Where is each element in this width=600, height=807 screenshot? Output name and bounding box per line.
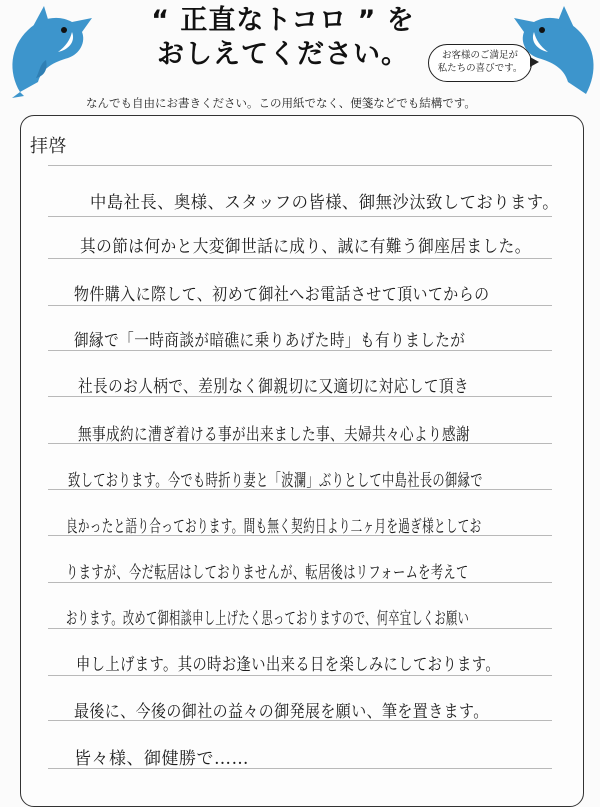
speech-bubble-line-1: お客様のご満足が (441, 50, 518, 61)
letter-line: 皆々様、御健勝で…… (74, 749, 249, 769)
letter-line: 其の節は何かと大変御世話に成り、誠に有難う御座居ました。 (80, 237, 531, 257)
letter-opening: 拝啓 (30, 136, 67, 157)
letter-line: 中島社長、奥様、スタッフの皆様、御無沙汰致しております。 (90, 193, 560, 213)
form-title-line-2: おしえてください。 (157, 39, 409, 70)
form-instruction: なんでも自由にお書きください。この用紙でなく、便箋などでも結構です。 (86, 96, 476, 110)
letter-line: りますが、今だ転居はしておりませんが、転居後はリフォームを考えて (66, 563, 469, 583)
letter-line: おります。改めて御相談申し上げたく思っておりますので、何卒宜しくお願い (66, 609, 470, 629)
letter-line: 御縁で「一時商談が暗礁に乗りあげた時」も有りましたが (74, 331, 466, 351)
form-title-line-1: “ 正直なトコロ ” を (151, 5, 415, 36)
rule-line (48, 305, 552, 306)
faint-stamp (500, 640, 560, 790)
letter-line: 社長のお人柄で、差別なく御親切に又適切に対応して頂き (78, 377, 470, 397)
rule-line (48, 216, 552, 217)
speech-bubble-line-2: 私たちの喜びです。 (437, 63, 523, 74)
letter-line: 無事成約に漕ぎ着ける事が出来ました事、夫婦共々心より感謝 (78, 425, 470, 445)
rule-line (48, 675, 552, 676)
letter-line: 申し上げます。其の時お逢い出来る日を楽しみにしております。 (76, 655, 501, 675)
letter-line: 最後に、今後の御社の益々の御発展を願い、筆を置きます。 (74, 702, 489, 722)
form-title (118, 4, 448, 72)
rule-line (48, 258, 552, 259)
rule-line (48, 165, 552, 166)
letter-line: 良かったと語り合っております。間も無く契約日より二ヶ月を過ぎ様としてお (66, 517, 482, 537)
speech-bubble (428, 44, 532, 82)
letter-line: 致しております。今でも時折り妻と「波瀾」ぶりとして中島社長の御縁で (68, 471, 483, 491)
letter-line: 物件購入に際して、初めて御社へお電話させて頂いてからの (74, 285, 490, 305)
dolphin-mascot-icon (0, 2, 100, 100)
